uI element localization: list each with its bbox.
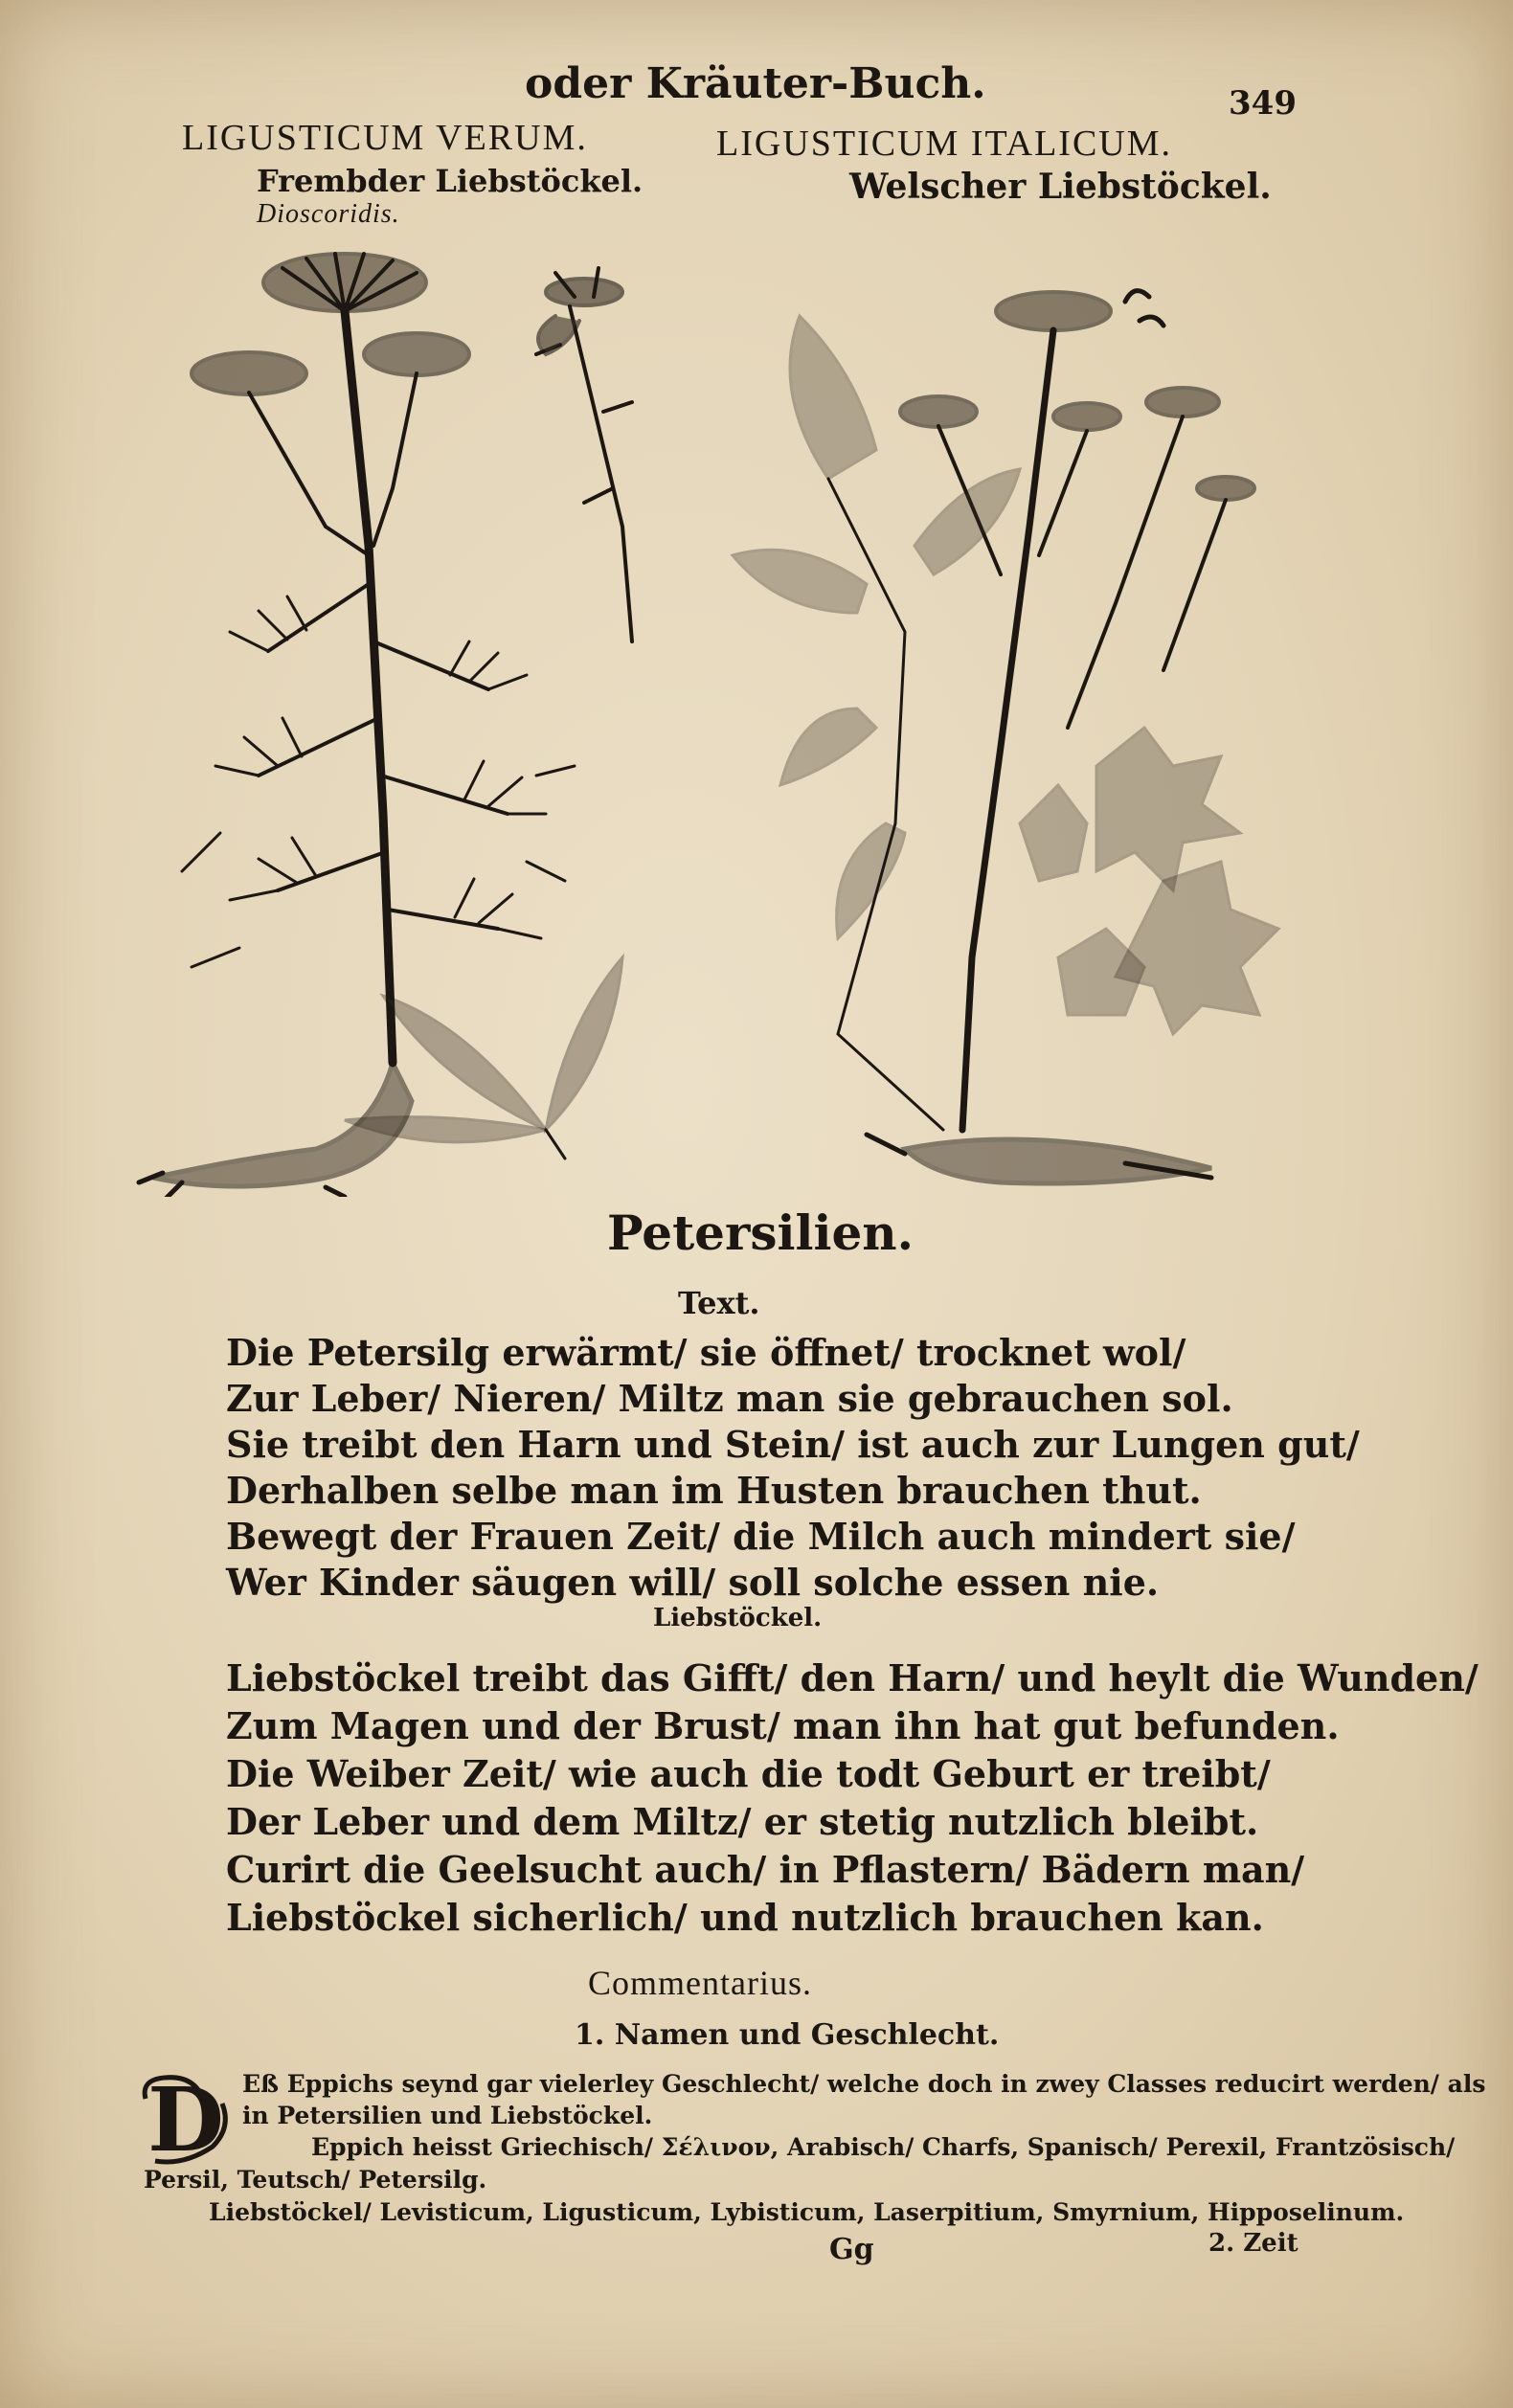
text-label: Text. xyxy=(678,1285,760,1321)
ligusticum-verum-woodcut-illustration xyxy=(124,239,718,1197)
verse-line: Liebstöckel sicherlich/ und nutzlich brauchen kan. xyxy=(226,1896,1264,1939)
left-figure-author: Dioscoridis. xyxy=(257,199,400,229)
signature-mark: Gg xyxy=(829,2233,874,2266)
commentary-line: Eppich heisst Griechisch/ Σέλινον, Arabisch/ Charfs, Spanisch/ Perexil, Frantzösisch/ xyxy=(311,2133,1456,2161)
page-number: 349 xyxy=(1229,84,1297,123)
ligusticum-italicum-woodcut-illustration xyxy=(713,287,1288,1197)
verse-line: Zum Magen und der Brust/ man ihn hat gut befunden. xyxy=(226,1704,1340,1747)
catchword: 2. Zeit xyxy=(1208,2229,1298,2258)
verse-line: Der Leber und dem Miltz/ er stetig nutzlich bleibt. xyxy=(226,1800,1259,1843)
verse-line: Derhalben selbe man im Husten brauchen thut. xyxy=(226,1469,1202,1512)
verse-line: Liebstöckel treibt das Gifft/ den Harn/ und heylt die Wunden/ xyxy=(226,1656,1479,1699)
verse-line: Die Weiber Zeit/ wie auch die todt Geburt er treibt/ xyxy=(226,1752,1271,1795)
verse-line: Bewegt der Frauen Zeit/ die Milch auch mindert sie/ xyxy=(226,1515,1296,1558)
right-figure-latin-title: LIGUSTICUM ITALICUM. xyxy=(716,124,1173,164)
leaflet xyxy=(790,316,876,479)
verse-line: Sie treibt den Harn und Stein/ ist auch zur Lungen gut/ xyxy=(226,1423,1360,1466)
commentary-subtitle: 1. Namen und Geschlecht. xyxy=(575,2018,1000,2052)
root xyxy=(139,1063,412,1197)
root xyxy=(867,1135,1211,1183)
running-head: oder Kräuter-Buch. xyxy=(525,59,986,108)
verse-line: Die Petersilg erwärmt/ sie öffnet/ trocknet wol/ xyxy=(226,1331,1186,1374)
dropcap-letter: D xyxy=(147,2068,224,2172)
verse-line: Curirt die Geelsucht auch/ in Pflastern/ Bädern man/ xyxy=(226,1848,1305,1891)
umbel-flower-head xyxy=(263,254,426,311)
left-figure-german-title: Frembder Liebstöckel. xyxy=(257,163,644,199)
verse-line: Wer Kinder säugen will/ soll solche essen nie. xyxy=(226,1561,1160,1604)
commentary-line: Liebstöckel/ Levisticum, Ligusticum, Lybisticum, Laserpitium, Smyrnium, Hipposelinum. xyxy=(209,2198,1405,2226)
commentary-title: Commentarius. xyxy=(588,1964,812,2002)
flower-detail-sprig xyxy=(536,268,632,641)
subheading-liebstoeckel: Liebstöckel. xyxy=(653,1604,823,1632)
right-figure-german-title: Welscher Liebstöckel. xyxy=(849,167,1272,207)
section-title: Petersilien. xyxy=(607,1204,915,1261)
commentary-line: Eß Eppichs seynd gar vielerley Geschlecht/ welche doch in zwey Classes reducirt werden/ als xyxy=(242,2070,1486,2098)
commentary-line: Persil, Teutsch/ Petersilg. xyxy=(144,2166,487,2194)
verse-line: Zur Leber/ Nieren/ Miltz man sie gebrauchen sol. xyxy=(226,1377,1233,1420)
left-figure-latin-title: LIGUSTICUM VERUM. xyxy=(182,118,588,158)
commentary-line: in Petersilien und Liebstöckel. xyxy=(242,2102,653,2129)
